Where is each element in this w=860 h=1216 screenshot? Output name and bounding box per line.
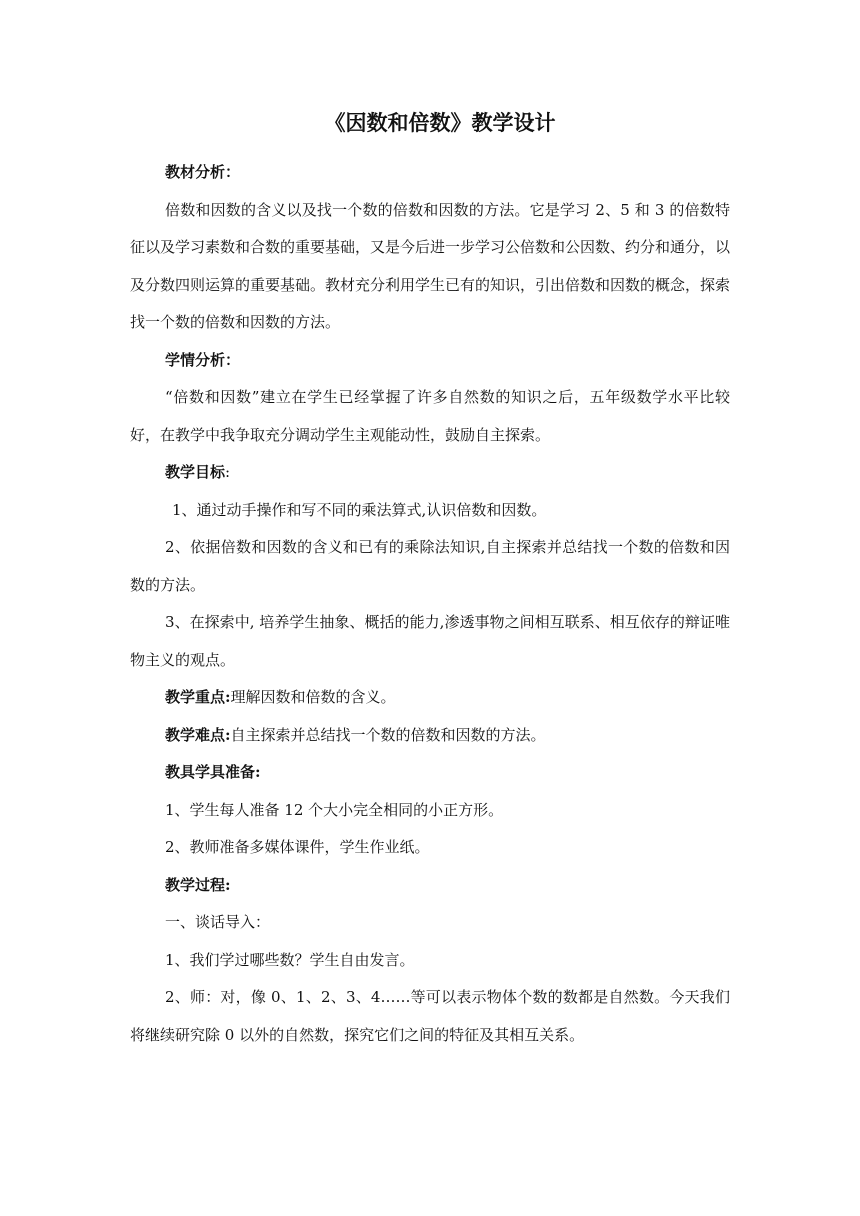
process-item-2: 2、师：对，像 0、1、2、3、4……等可以表示物体个数的数都是自然数。今天我们将继续研究除 0 以外的自然数，探究它们之间的特征及其相互关系。	[130, 988, 730, 1044]
goals-heading-line	[130, 454, 730, 492]
key-point-label: 教学重点:	[165, 688, 231, 706]
student-heading: 学情分析：	[165, 350, 241, 369]
goals-heading: 教学目标	[165, 463, 226, 481]
prep-heading: 教具学具准备:	[165, 763, 261, 781]
process-subheading: 一、谈话导入：	[165, 913, 271, 931]
student-body: “倍数和因数”建立在学生已经掌握了许多自然数的知识之后，五年级数学水平比较好，在教学中我争取充分调动学生主观能动性，鼓励自主探索。	[130, 388, 730, 444]
difficulty-text: 自主探索并总结找一个数的倍数和因数的方法。	[230, 725, 546, 744]
key-point-text: 理解因数和倍数的含义。	[230, 688, 396, 706]
prep-item-2: 2、教师准备多媒体课件，学生作业纸。	[165, 838, 430, 856]
goals-colon: :	[225, 463, 231, 481]
material-heading: 教材分析：	[165, 163, 241, 181]
prep-item-1: 1、学生每人准备 12 个大小完全相同的小正方形。	[165, 800, 504, 819]
difficulty-line	[130, 717, 730, 755]
document-title: 《因数和倍数》教学设计	[324, 110, 556, 135]
goal-item-1: 1、通过动手操作和写不同的乘法算式,认识倍数和因数。	[172, 500, 547, 519]
material-body: 倍数和因数的含义以及找一个数的倍数和因数的方法。它是学习 2、5 和 3 的倍数特征以及学习素数和合数的重要基础，又是今后进一步学习公倍数和公因数、约分和通分，以及分数四则运算的重要基础。教材充分利用学生已有的知识，引出倍数和因数的概念，探索找一个数的倍数和因数的方法。	[130, 200, 731, 331]
key-point-line	[130, 679, 730, 717]
process-item-1: 1、我们学过哪些数？学生自由发言。	[165, 950, 415, 969]
document-page	[130, 108, 730, 1054]
difficulty-label: 教学难点:	[165, 725, 231, 744]
goal-item-3: 3、在探索中, 培养学生抽象、概括的能力,渗透事物之间相互联系、相互依存的辩证唯物主义的观点。	[130, 613, 730, 669]
goal-item-2: 2、依据倍数和因数的含义和已有的乘除法知识,自主探索并总结找一个数的倍数和因数的方法。	[130, 538, 730, 594]
process-heading: 教学过程:	[165, 875, 231, 894]
